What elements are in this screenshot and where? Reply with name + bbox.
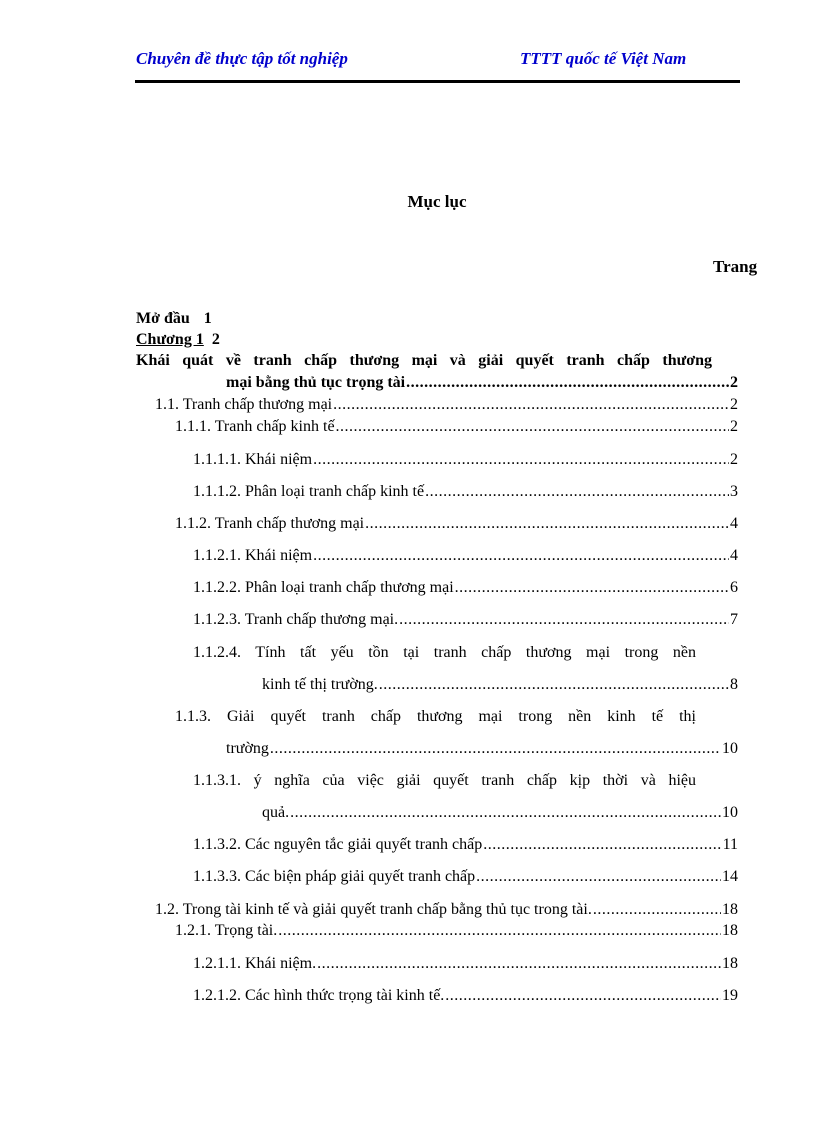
toc-entry-text: 1.1.1.1. Khái niệm bbox=[193, 451, 313, 468]
toc-entry-text: 1.2.1.1. Khái niệm. bbox=[193, 955, 317, 972]
toc-entry-page: 2 bbox=[730, 396, 738, 413]
toc-entry-page: 6 bbox=[730, 579, 738, 596]
toc-leader bbox=[270, 738, 721, 760]
header-divider bbox=[135, 80, 740, 83]
toc-entry-text: quả. bbox=[262, 804, 290, 821]
toc-entry-text: 1.2.1.2. Các hình thức trọng tài kinh tế. bbox=[193, 987, 445, 1004]
toc-entry bbox=[193, 577, 738, 599]
toc-leader bbox=[313, 449, 729, 471]
toc-leader bbox=[333, 394, 729, 416]
toc-leader bbox=[425, 481, 729, 503]
toc-entry-text: 1.1.2.1. Khái niệm bbox=[193, 547, 313, 564]
toc-entry-page: 18 bbox=[722, 955, 738, 972]
page-column-header: Trang bbox=[713, 257, 758, 276]
toc-entry-text: 1.1.2.2. Phân loại tranh chấp thương mại bbox=[193, 579, 454, 596]
toc-entry-page: 4 bbox=[730, 547, 738, 564]
toc-leader bbox=[593, 899, 721, 921]
toc-entry bbox=[193, 770, 696, 792]
toc-chapter bbox=[136, 329, 220, 351]
toc-leader bbox=[313, 545, 729, 567]
toc-entry-page: 3 bbox=[730, 483, 738, 500]
toc-entry bbox=[193, 545, 738, 567]
toc-leader bbox=[483, 834, 721, 856]
toc-entry bbox=[226, 738, 738, 760]
toc-entry-text: 1.1.2.3. Tranh chấp thương mại. bbox=[193, 611, 399, 628]
toc-entry-text: 1.1.1.2. Phân loại tranh chấp kinh tế bbox=[193, 483, 425, 500]
header-title-left: Chuyên đề thực tập tốt nghiệp bbox=[136, 49, 348, 68]
toc-entry bbox=[175, 706, 696, 728]
toc-entry-text: 1.1.3. Giải quyết tranh chấp thương mại trong nền kinh tế thị bbox=[175, 708, 696, 725]
toc-entry-text: 1.2. Trong tài kinh tế và giải quyết tranh chấp bằng thủ tục trong tài. bbox=[155, 901, 592, 918]
toc-entry-page: 7 bbox=[730, 611, 738, 628]
toc-entry bbox=[155, 394, 738, 416]
toc-entry-page: 10 bbox=[722, 740, 738, 757]
toc-intro bbox=[136, 308, 212, 330]
toc-intro-page: 1 bbox=[203, 310, 212, 327]
toc-entry-text: kinh tế thị trường. bbox=[262, 676, 378, 693]
toc-chapter-page: 2 bbox=[211, 331, 220, 348]
toc-entry bbox=[155, 899, 738, 921]
toc-intro-label: Mở đầu bbox=[136, 310, 190, 327]
toc-leader bbox=[317, 953, 721, 975]
toc-entry-page: 14 bbox=[722, 868, 738, 885]
toc-entry-text: 1.1.2. Tranh chấp thương mại bbox=[175, 515, 365, 532]
toc-entry-text: trường bbox=[226, 740, 269, 757]
toc-entry bbox=[175, 416, 738, 438]
header-title-right: TTTT quốc tế Việt Nam bbox=[520, 49, 687, 68]
toc-entry-page: 18 bbox=[722, 922, 738, 939]
toc-entry bbox=[193, 449, 738, 471]
toc-entry bbox=[262, 674, 738, 696]
toc-entry bbox=[193, 953, 738, 975]
toc-entry-text: 1.1.3.3. Các biện pháp giải quyết tranh chấp bbox=[193, 868, 476, 885]
toc-entry-text: 1.1.2.4. Tính tất yếu tồn tại tranh chấp thương mại trong nền bbox=[193, 644, 696, 661]
toc-entry bbox=[193, 866, 738, 888]
toc-title: Mục lục bbox=[407, 192, 467, 211]
toc-entry-page: 8 bbox=[730, 676, 738, 693]
toc-entry bbox=[193, 985, 738, 1007]
toc-leader bbox=[379, 674, 729, 696]
toc-entry bbox=[262, 802, 738, 824]
toc-entry-text: 1.1.3.2. Các nguyên tắc giải quyết tranh chấp bbox=[193, 836, 483, 853]
toc-entry bbox=[193, 609, 738, 631]
toc-leader bbox=[290, 802, 721, 824]
toc-entry-text: 1.1.3.1. ý nghĩa của việc giải quyết tranh chấp kịp thời và hiệu bbox=[193, 772, 696, 789]
toc-entry bbox=[193, 642, 696, 664]
toc-entry-page: 4 bbox=[730, 515, 738, 532]
toc-leader bbox=[445, 985, 721, 1007]
toc-entry-page: 2 bbox=[730, 451, 738, 468]
toc-entry bbox=[193, 834, 738, 856]
toc-entry bbox=[193, 481, 738, 503]
toc-entry-page: 11 bbox=[722, 836, 738, 853]
toc-entry-text: 1.1.1. Tranh chấp kinh tế bbox=[175, 418, 335, 435]
toc-entry-page: 2 bbox=[730, 418, 738, 435]
toc-chapter-label: Chương 1 bbox=[136, 331, 204, 348]
toc-leader bbox=[399, 609, 729, 631]
toc-entry-page: 19 bbox=[722, 987, 738, 1004]
toc-entry-text: mại bằng thủ tục trọng tài bbox=[226, 374, 406, 391]
toc-leader bbox=[476, 866, 721, 888]
toc-chapter-title-line1 bbox=[136, 350, 712, 372]
toc-leader bbox=[365, 513, 729, 535]
toc-leader bbox=[336, 416, 729, 438]
toc-leader bbox=[406, 372, 729, 394]
toc-entry-text: 1.1. Tranh chấp thương mại bbox=[155, 396, 333, 413]
toc-entry bbox=[175, 920, 738, 942]
toc-leader bbox=[278, 920, 721, 942]
toc-chapter-title-text: Khái quát về tranh chấp thương mại và giải quyết tranh chấp thương bbox=[136, 352, 712, 369]
toc-entry-page: 18 bbox=[722, 901, 738, 918]
toc-entry-text: 1.2.1. Trọng tài. bbox=[175, 922, 278, 939]
toc-entry-page: 2 bbox=[730, 374, 738, 391]
toc-entry bbox=[175, 513, 738, 535]
toc-entry-page: 10 bbox=[722, 804, 738, 821]
toc-chapter-title-line2 bbox=[226, 372, 738, 394]
toc-leader bbox=[455, 577, 729, 599]
